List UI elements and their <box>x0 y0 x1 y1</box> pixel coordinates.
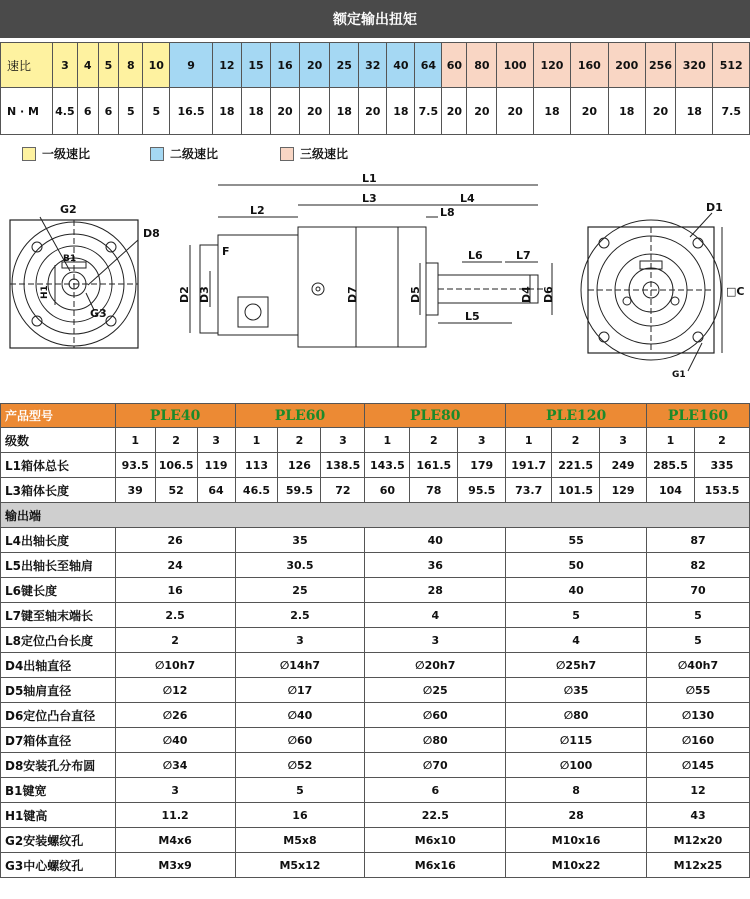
label-d4: D4 <box>520 286 533 303</box>
spec-cell: 179 <box>458 453 506 478</box>
label-g1: G1 <box>672 370 686 380</box>
spec-cell: 11.2 <box>115 803 235 828</box>
dimension-drawing <box>0 165 750 400</box>
spec-cell: 59.5 <box>278 478 321 503</box>
spec-cell: ∅115 <box>506 728 647 753</box>
torque-cell: 20 <box>359 88 387 135</box>
spec-cell: 4 <box>506 628 647 653</box>
spec-cell: 12 <box>647 778 750 803</box>
stage-cell: 1 <box>235 428 278 453</box>
spec-cell: 129 <box>600 478 647 503</box>
spec-row <box>1 778 750 803</box>
torque-cell: 18 <box>608 88 645 135</box>
spec-cell: 113 <box>235 453 278 478</box>
spec-cell: 78 <box>410 478 458 503</box>
spec-cell: ∅40 <box>235 703 365 728</box>
torque-cell: 18 <box>241 88 270 135</box>
spec-row <box>1 628 750 653</box>
spec-cell: ∅26 <box>115 703 235 728</box>
model-name: PLE60 <box>235 404 365 428</box>
row-label: D6定位凸台直径 <box>1 703 116 728</box>
spec-cell: ∅145 <box>647 753 750 778</box>
row-label: D8安装孔分布圆 <box>1 753 116 778</box>
spec-row <box>1 603 750 628</box>
spec-cell: 16 <box>235 803 365 828</box>
stage-cell: 3 <box>458 428 506 453</box>
section-label: 输出端 <box>1 503 750 528</box>
spec-cell: 3 <box>235 628 365 653</box>
spec-cell: ∅80 <box>365 728 506 753</box>
spec-cell: ∅25h7 <box>506 653 647 678</box>
torque-cell: 20 <box>300 88 330 135</box>
spec-cell: ∅35 <box>506 678 647 703</box>
legend-label: 二级速比 <box>170 147 219 161</box>
model-row <box>1 404 750 428</box>
ratio-cell: 3 <box>52 43 77 88</box>
label-d8: D8 <box>143 227 160 240</box>
torque-cell: 20 <box>467 88 497 135</box>
torque-cell: 20 <box>571 88 608 135</box>
spec-cell: 126 <box>278 453 321 478</box>
torque-cell: 7.5 <box>713 88 750 135</box>
spec-row <box>1 578 750 603</box>
torque-cell: 20 <box>497 88 533 135</box>
spec-row <box>1 678 750 703</box>
torque-row <box>1 88 750 135</box>
spec-cell: 5 <box>506 603 647 628</box>
ratio-cell: 12 <box>212 43 241 88</box>
spec-cell: 26 <box>115 528 235 553</box>
ratio-cell: 160 <box>571 43 608 88</box>
spec-cell: 70 <box>647 578 750 603</box>
spec-row <box>1 803 750 828</box>
spec-cell: 40 <box>365 528 506 553</box>
spec-cell: 30.5 <box>235 553 365 578</box>
label-d1: D1 <box>706 201 723 214</box>
label-f: F <box>222 245 230 258</box>
spec-cell: 3 <box>115 778 235 803</box>
spec-cell: M5x8 <box>235 828 365 853</box>
row-label: G2安装螺纹孔 <box>1 828 116 853</box>
spec-cell: ∅40h7 <box>647 653 750 678</box>
output-flange-view <box>581 201 744 380</box>
row-label: H1键高 <box>1 803 116 828</box>
spec-cell: 3 <box>365 628 506 653</box>
ratio-cell: 64 <box>415 43 442 88</box>
ratio-cell: 80 <box>467 43 497 88</box>
spec-row <box>1 453 750 478</box>
spec-row <box>1 753 750 778</box>
label-l5: L5 <box>465 310 480 323</box>
spec-cell: ∅80 <box>506 703 647 728</box>
label-d5: D5 <box>409 286 422 303</box>
spec-cell: 4 <box>365 603 506 628</box>
spec-cell: M6x16 <box>365 853 506 878</box>
torque-cell: 7.5 <box>415 88 442 135</box>
legend-item-stage2 <box>150 145 218 162</box>
spec-cell: 22.5 <box>365 803 506 828</box>
spec-cell: ∅60 <box>365 703 506 728</box>
spec-row <box>1 478 750 503</box>
ratio-cell: 40 <box>387 43 415 88</box>
label-l1: L1 <box>362 172 377 185</box>
ratio-cell: 120 <box>533 43 570 88</box>
spec-cell: M5x12 <box>235 853 365 878</box>
stage-cell: 3 <box>600 428 647 453</box>
spec-cell: M12x25 <box>647 853 750 878</box>
spec-cell: 24 <box>115 553 235 578</box>
spec-cell: 72 <box>321 478 365 503</box>
spec-cell: 191.7 <box>506 453 552 478</box>
ratio-cell: 320 <box>676 43 713 88</box>
stage-cell: 2 <box>410 428 458 453</box>
ratio-cell: 5 <box>98 43 119 88</box>
spec-row <box>1 703 750 728</box>
section-row <box>1 503 750 528</box>
spec-cell: ∅52 <box>235 753 365 778</box>
torque-cell: 18 <box>212 88 241 135</box>
spec-cell: ∅100 <box>506 753 647 778</box>
spec-table <box>0 403 750 878</box>
input-flange-view <box>10 203 160 348</box>
spec-cell: 8 <box>506 778 647 803</box>
spec-cell: 16 <box>115 578 235 603</box>
spec-row <box>1 828 750 853</box>
label-d6: D6 <box>542 286 555 303</box>
legend-item-stage1 <box>22 145 90 162</box>
torque-cell: 18 <box>533 88 570 135</box>
ratio-torque-table <box>0 42 750 135</box>
spec-cell: 28 <box>506 803 647 828</box>
spec-cell: ∅17 <box>235 678 365 703</box>
torque-cell: 20 <box>271 88 300 135</box>
side-view <box>178 172 555 347</box>
spec-cell: 73.7 <box>506 478 552 503</box>
spec-cell: ∅70 <box>365 753 506 778</box>
torque-cell: 5 <box>143 88 170 135</box>
spec-cell: M3x9 <box>115 853 235 878</box>
model-name: PLE160 <box>647 404 750 428</box>
ratio-cell: 100 <box>497 43 533 88</box>
label-b1: B1 <box>63 254 77 264</box>
stage-cell: 2 <box>155 428 197 453</box>
model-label: 产品型号 <box>1 404 116 428</box>
stage-cell: 2 <box>552 428 600 453</box>
label-c: □C <box>726 285 745 298</box>
torque-cell: 6 <box>98 88 119 135</box>
legend-swatch <box>150 147 164 161</box>
torque-cell: 20 <box>645 88 675 135</box>
ratio-row <box>1 43 750 88</box>
spec-cell: ∅34 <box>115 753 235 778</box>
spec-cell: 36 <box>365 553 506 578</box>
stage-cell: 2 <box>278 428 321 453</box>
spec-cell: 46.5 <box>235 478 278 503</box>
spec-cell: 335 <box>694 453 749 478</box>
ratio-cell: 4 <box>77 43 98 88</box>
row-label: L6键长度 <box>1 578 116 603</box>
spec-cell: 55 <box>506 528 647 553</box>
model-name: PLE80 <box>365 404 506 428</box>
spec-cell: 153.5 <box>694 478 749 503</box>
spec-cell: 25 <box>235 578 365 603</box>
ratio-label: 速比 <box>1 43 53 88</box>
spec-cell: M10x22 <box>506 853 647 878</box>
stage-cell: 1 <box>115 428 155 453</box>
spec-cell: 5 <box>647 628 750 653</box>
spec-cell: 285.5 <box>647 453 695 478</box>
legend-label: 三级速比 <box>300 147 349 161</box>
spec-cell: 28 <box>365 578 506 603</box>
row-label: L7键至轴末端长 <box>1 603 116 628</box>
spec-cell: ∅40 <box>115 728 235 753</box>
spec-cell: 104 <box>647 478 695 503</box>
spec-row <box>1 553 750 578</box>
row-label: D5轴肩直径 <box>1 678 116 703</box>
spec-cell: M10x16 <box>506 828 647 853</box>
torque-cell: 5 <box>119 88 143 135</box>
spec-cell: ∅10h7 <box>115 653 235 678</box>
spec-cell: ∅14h7 <box>235 653 365 678</box>
spec-cell: 249 <box>600 453 647 478</box>
ratio-cell: 60 <box>442 43 467 88</box>
ratio-cell: 512 <box>713 43 750 88</box>
spec-row <box>1 528 750 553</box>
row-label: D7箱体直径 <box>1 728 116 753</box>
spec-cell: 6 <box>365 778 506 803</box>
spec-cell: ∅60 <box>235 728 365 753</box>
stage-label: 级数 <box>1 428 116 453</box>
spec-cell: 64 <box>197 478 235 503</box>
spec-cell: 221.5 <box>552 453 600 478</box>
torque-label: N · M <box>1 88 53 135</box>
spec-cell: 161.5 <box>410 453 458 478</box>
ratio-cell: 32 <box>359 43 387 88</box>
ratio-cell: 256 <box>645 43 675 88</box>
spec-cell: M6x10 <box>365 828 506 853</box>
row-label: L3箱体长度 <box>1 478 116 503</box>
spec-cell: 138.5 <box>321 453 365 478</box>
spec-cell: 101.5 <box>552 478 600 503</box>
spec-row <box>1 653 750 678</box>
label-d7: D7 <box>346 286 359 303</box>
row-label: B1键宽 <box>1 778 116 803</box>
spec-cell: 2 <box>115 628 235 653</box>
spec-cell: 82 <box>647 553 750 578</box>
spec-cell: M4x6 <box>115 828 235 853</box>
legend-label: 一级速比 <box>42 147 91 161</box>
label-l7: L7 <box>516 249 531 262</box>
spec-cell: 43 <box>647 803 750 828</box>
model-name: PLE40 <box>115 404 235 428</box>
spec-cell: 50 <box>506 553 647 578</box>
row-label: L1箱体总长 <box>1 453 116 478</box>
spec-cell: ∅160 <box>647 728 750 753</box>
ratio-cell: 9 <box>170 43 213 88</box>
label-l4: L4 <box>460 192 475 205</box>
torque-header <box>0 0 750 38</box>
torque-cell: 20 <box>442 88 467 135</box>
label-l8: L8 <box>440 206 455 219</box>
spec-cell: ∅25 <box>365 678 506 703</box>
spec-cell: 35 <box>235 528 365 553</box>
spec-cell: 143.5 <box>365 453 410 478</box>
row-label: G3中心螺纹孔 <box>1 853 116 878</box>
label-d2: D2 <box>178 286 191 303</box>
ratio-cell: 200 <box>608 43 645 88</box>
row-label: L4出轴长度 <box>1 528 116 553</box>
stage-cell: 3 <box>197 428 235 453</box>
spec-cell: 2.5 <box>235 603 365 628</box>
ratio-cell: 20 <box>300 43 330 88</box>
label-l6: L6 <box>468 249 483 262</box>
stage-cell: 3 <box>321 428 365 453</box>
row-label: D4出轴直径 <box>1 653 116 678</box>
spec-cell: 95.5 <box>458 478 506 503</box>
torque-cell: 4.5 <box>52 88 77 135</box>
legend-swatch <box>22 147 36 161</box>
spec-cell: 40 <box>506 578 647 603</box>
spec-row <box>1 853 750 878</box>
legend-swatch <box>280 147 294 161</box>
torque-cell: 18 <box>387 88 415 135</box>
header-title: 额定输出扭矩 <box>333 12 417 28</box>
torque-cell: 18 <box>676 88 713 135</box>
ratio-cell: 15 <box>241 43 270 88</box>
torque-cell: 18 <box>330 88 359 135</box>
spec-cell: 106.5 <box>155 453 197 478</box>
spec-cell: 5 <box>235 778 365 803</box>
ratio-cell: 8 <box>119 43 143 88</box>
label-g3: G3 <box>90 307 107 320</box>
ratio-cell: 25 <box>330 43 359 88</box>
spec-cell: 60 <box>365 478 410 503</box>
torque-cell: 6 <box>77 88 98 135</box>
model-name: PLE120 <box>506 404 647 428</box>
spec-cell: 119 <box>197 453 235 478</box>
stage-cell: 2 <box>694 428 749 453</box>
stage-cell: 1 <box>365 428 410 453</box>
spec-cell: 87 <box>647 528 750 553</box>
label-l3: L3 <box>362 192 377 205</box>
spec-cell: ∅55 <box>647 678 750 703</box>
stage-cell: 1 <box>506 428 552 453</box>
row-label: L8定位凸台长度 <box>1 628 116 653</box>
spec-row <box>1 728 750 753</box>
spec-cell: ∅12 <box>115 678 235 703</box>
label-h1: H1 <box>40 285 50 299</box>
spec-cell: 52 <box>155 478 197 503</box>
spec-cell: 93.5 <box>115 453 155 478</box>
label-l2: L2 <box>250 204 265 217</box>
legend-item-stage3 <box>280 145 348 162</box>
spec-cell: M12x20 <box>647 828 750 853</box>
label-d3: D3 <box>198 286 211 303</box>
label-g2: G2 <box>60 203 77 216</box>
row-label: L5出轴长至轴肩 <box>1 553 116 578</box>
stage-row <box>1 428 750 453</box>
stage-cell: 1 <box>647 428 695 453</box>
torque-cell: 16.5 <box>170 88 213 135</box>
spec-cell: 5 <box>647 603 750 628</box>
ratio-cell: 16 <box>271 43 300 88</box>
spec-cell: ∅130 <box>647 703 750 728</box>
spec-cell: 2.5 <box>115 603 235 628</box>
spec-cell: 39 <box>115 478 155 503</box>
ratio-cell: 10 <box>143 43 170 88</box>
spec-cell: ∅20h7 <box>365 653 506 678</box>
